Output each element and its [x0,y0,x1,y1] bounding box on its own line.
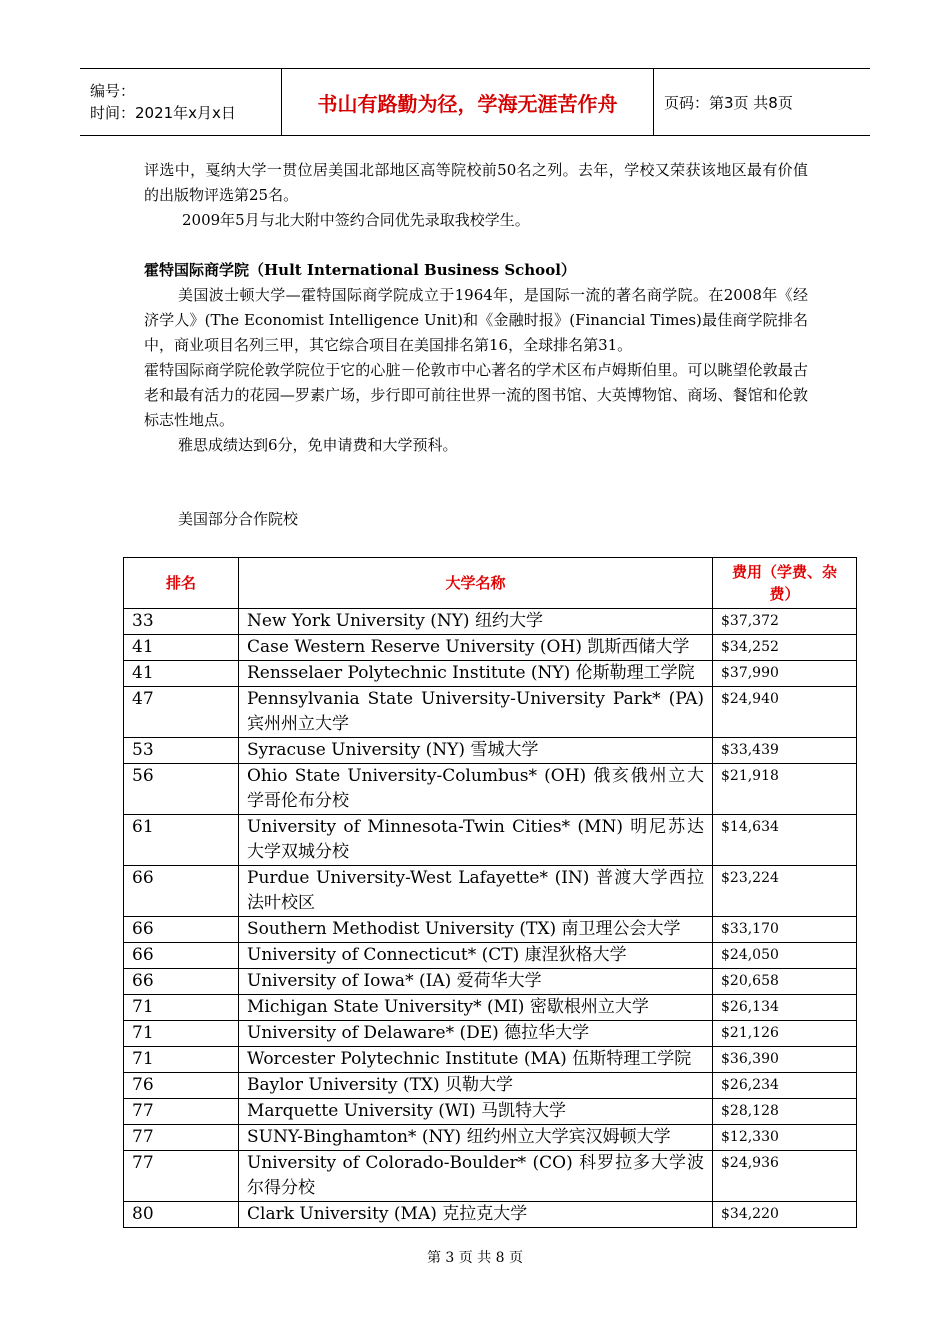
rank-cell: 33 [124,609,239,635]
fee-cell: $26,134 [713,995,857,1021]
header-meta [80,69,282,135]
university-name-cell: Michigan State University* (MI) 密歇根州立大学 [239,995,713,1021]
header-rank: 排名 [124,558,239,609]
university-name-cell: Case Western Reserve University (OH) 凯斯西储大学 [239,635,713,661]
table-caption: 美国部分合作院校 [178,510,299,528]
rank-cell: 77 [124,1125,239,1151]
university-name-cell: Marquette University (WI) 马凯特大学 [239,1099,713,1125]
table-row [124,995,857,1021]
fee-cell: $34,252 [713,635,857,661]
header-page-label: 页码：第3页 共8页 [664,93,793,112]
university-name-cell: University of Colorado-Boulder* (CO) 科罗拉多大学波尔得分校 [239,1151,713,1202]
rank-cell: 56 [124,764,239,815]
table-row [124,609,857,635]
fee-cell: $33,170 [713,917,857,943]
university-name-cell: Baylor University (TX) 贝勒大学 [239,1073,713,1099]
university-name-cell: Pennsylvania State University-University Park* (PA) 宾州州立大学 [239,687,713,738]
paragraph-5: 雅思成绩达到6分，免申请费和大学预科。 [178,436,458,454]
fee-cell: $34,220 [713,1202,857,1228]
university-name-cell: University of Minnesota-Twin Cities* (MN) 明尼苏达大学双城分校 [239,815,713,866]
rank-cell: 53 [124,738,239,764]
fee-cell: $37,372 [713,609,857,635]
fee-cell: $14,634 [713,815,857,866]
table-row [124,764,857,815]
fee-cell: $12,330 [713,1125,857,1151]
university-name-cell: Ohio State University-Columbus* (OH) 俄亥俄州立大学哥伦布分校 [239,764,713,815]
fee-cell: $36,390 [713,1047,857,1073]
rank-cell: 71 [124,995,239,1021]
table-body [124,609,857,1228]
hult-section [144,258,808,458]
fee-cell: $28,128 [713,1099,857,1125]
table-row [124,1202,857,1228]
university-name-cell: SUNY-Binghamton* (NY) 纽约州立大学宾汉姆顿大学 [239,1125,713,1151]
fee-cell: $21,918 [713,764,857,815]
header-fee: 费用（学费、杂费） [713,558,857,609]
main-content [144,158,808,233]
paragraph-3: 美国波士顿大学—霍特国际商学院成立于1964年，是国际一流的著名商学院。在2008年《经济学人》(The Economist Intelligence Unit)和《金融时报》(Financial Times)最佳商学院排名中，商业项目名列三甲，其它综合项目在美国排名第16，全球排名第31。 [144,286,808,354]
rank-cell: 80 [124,1202,239,1228]
page-header [80,68,870,136]
university-name-cell: Syracuse University (NY) 雪城大学 [239,738,713,764]
paragraph-1: 评选中，戛纳大学一贯位居美国北部地区高等院校前50名之列。去年，学校又荣获该地区最有价值的出版物评选第25名。 [144,161,808,204]
table-row [124,687,857,738]
fee-cell: $26,234 [713,1073,857,1099]
fee-cell: $24,940 [713,687,857,738]
header-motto: 书山有路勤为径，学海无涯苦作舟 [282,69,654,135]
table-row [124,866,857,917]
fee-cell: $37,990 [713,661,857,687]
table-row [124,969,857,995]
table-row [124,815,857,866]
table-row [124,661,857,687]
university-table [123,557,857,1228]
rank-cell: 77 [124,1099,239,1125]
university-name-cell: University of Delaware* (DE) 德拉华大学 [239,1021,713,1047]
table-row [124,943,857,969]
header-university-name: 大学名称 [239,558,713,609]
fee-cell: $24,050 [713,943,857,969]
header-number-label: 编号： [90,82,136,100]
rank-cell: 76 [124,1073,239,1099]
rank-cell: 41 [124,661,239,687]
table-row [124,1047,857,1073]
fee-cell: $33,439 [713,738,857,764]
table-row [124,917,857,943]
section-title: 霍特国际商学院（Hult International Business School） [144,261,576,279]
fee-cell: $23,224 [713,866,857,917]
table-row [124,1151,857,1202]
university-name-cell: New York University (NY) 纽约大学 [239,609,713,635]
table-row [124,1099,857,1125]
header-date-label: 时间：2021年x月x日 [90,104,236,122]
fee-cell: $24,936 [713,1151,857,1202]
rank-cell: 66 [124,969,239,995]
fee-cell: $20,658 [713,969,857,995]
rank-cell: 66 [124,917,239,943]
table-row [124,635,857,661]
rank-cell: 47 [124,687,239,738]
table-row [124,1021,857,1047]
university-name-cell: Clark University (MA) 克拉克大学 [239,1202,713,1228]
university-name-cell: Purdue University-West Lafayette* (IN) 普渡大学西拉法叶校区 [239,866,713,917]
rank-cell: 71 [124,1021,239,1047]
fee-cell: $21,126 [713,1021,857,1047]
rank-cell: 71 [124,1047,239,1073]
rank-cell: 66 [124,866,239,917]
university-name-cell: Rensselaer Polytechnic Institute (NY) 伦斯勒理工学院 [239,661,713,687]
university-name-cell: University of Connecticut* (CT) 康涅狄格大学 [239,943,713,969]
rank-cell: 41 [124,635,239,661]
rank-cell: 61 [124,815,239,866]
page-footer: 第 3 页 共 8 页 [426,1250,524,1266]
rank-cell: 77 [124,1151,239,1202]
university-name-cell: Worcester Polytechnic Institute (MA) 伍斯特理工学院 [239,1047,713,1073]
paragraph-2: 2009年5月与北大附中签约合同优先录取我校学生。 [182,211,530,229]
table-row [124,1073,857,1099]
rank-cell: 66 [124,943,239,969]
table-header-row [124,558,857,609]
table-row [124,738,857,764]
paragraph-4: 霍特国际商学院伦敦学院位于它的心脏－伦敦市中心著名的学术区布卢姆斯伯里。可以眺望伦敦最古老和最有活力的花园—罗素广场，步行即可前往世界一流的图书馆、大英博物馆、商场、餐馆和伦敦标志性地点。 [144,361,808,429]
table-row [124,1125,857,1151]
university-name-cell: Southern Methodist University (TX) 南卫理公会大学 [239,917,713,943]
university-name-cell: University of Iowa* (IA) 爱荷华大学 [239,969,713,995]
